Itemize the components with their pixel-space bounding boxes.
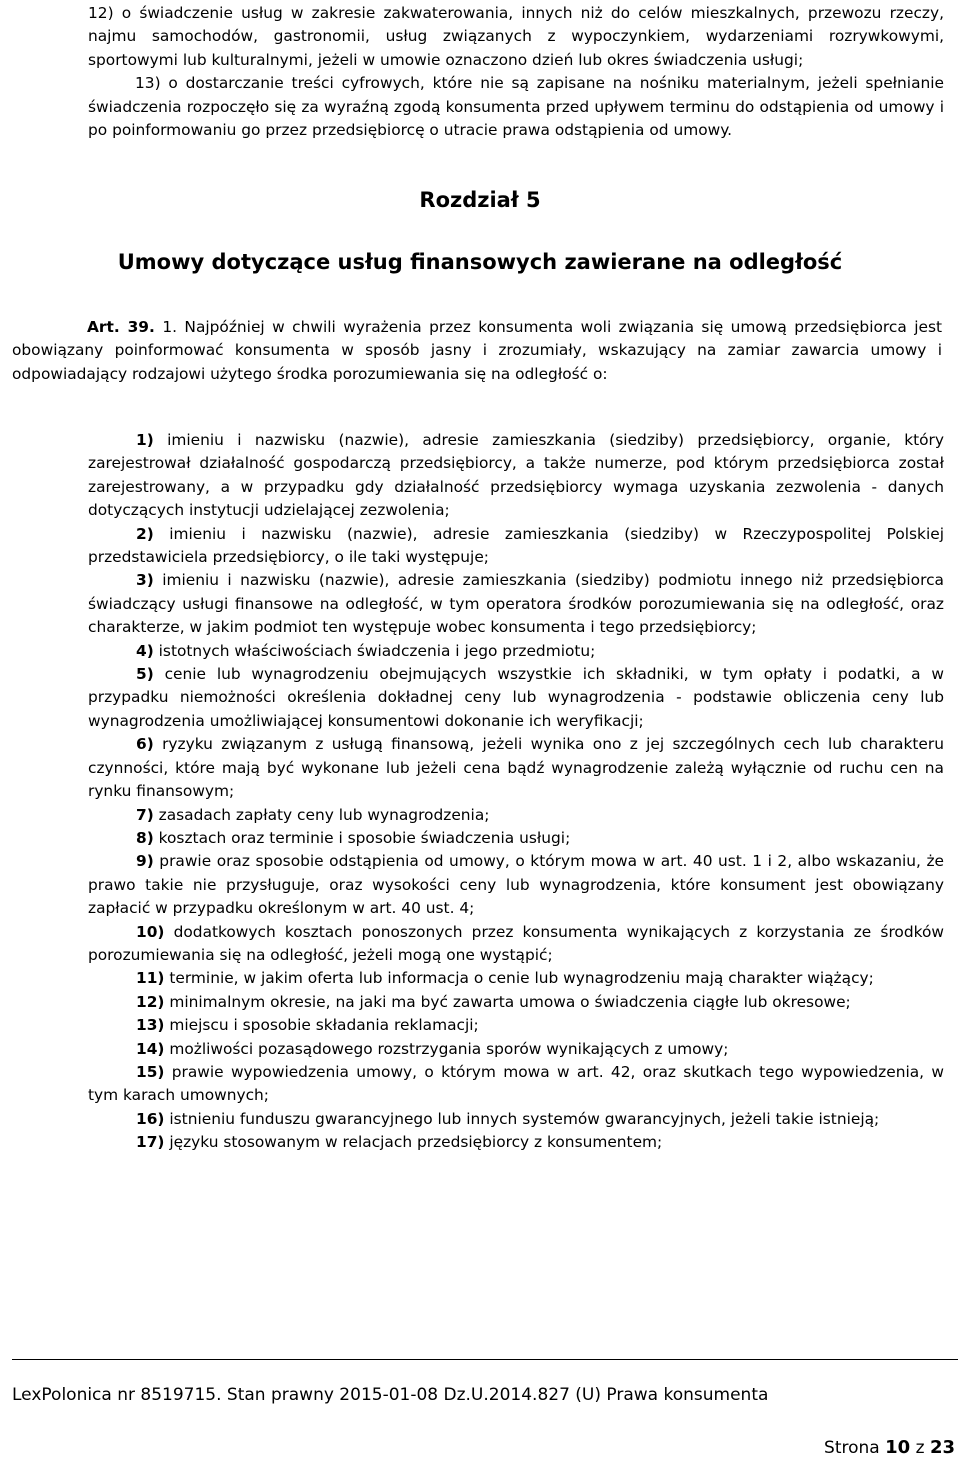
item-number: 4) bbox=[136, 641, 154, 660]
list-item bbox=[88, 804, 944, 827]
item-number: 10) bbox=[136, 922, 165, 941]
item-text: prawie oraz sposobie odstąpienia od umowy, o którym mowa w art. 40 ust. 1 i 2, albo wskazaniu, że prawo takie nie przysługuje, oraz wysokości ceny lub wynagrodzenia, które konsument jest obowiązany zapłacić w przypadku określonym w art. 40 ust. 4; bbox=[88, 852, 944, 918]
item-text: imieniu i nazwisku (nazwie), adresie zamieszkania (siedziby) w Rzeczypospolitej Polskiej przedstawiciela przedsiębiorcy, o ile taki występuje; bbox=[88, 524, 944, 567]
item-number: 13) bbox=[136, 1016, 165, 1035]
list-item bbox=[88, 967, 944, 990]
page-total: 23 bbox=[929, 1437, 955, 1458]
list-item bbox=[88, 991, 944, 1014]
item-number: 11) bbox=[136, 969, 165, 988]
item-number: 1) bbox=[136, 431, 154, 449]
item-number: 2) bbox=[136, 524, 154, 543]
list-item bbox=[88, 1014, 944, 1037]
list-item bbox=[88, 733, 944, 803]
page-current: 10 bbox=[885, 1437, 911, 1458]
list-item bbox=[88, 569, 944, 639]
point-12: 12) o świadczenie usług w zakresie zakwaterowania, innych niż do celów mieszkalnych, przewozu rzeczy, najmu samochodów, gastronomii, usług związanych z wypoczynkiem, wydarzeniami rozrywkowymi, sportowymi lub kulturalnymi, jeżeli w umowie oznaczono dzień lub okres świadczenia usługi; bbox=[88, 4, 944, 69]
item-number: 7) bbox=[136, 805, 154, 824]
article-intro bbox=[12, 316, 942, 386]
list-item bbox=[88, 523, 944, 570]
list-item bbox=[88, 663, 944, 733]
continued-points bbox=[88, 2, 944, 142]
page-prefix: Strona bbox=[824, 1438, 880, 1458]
list-item bbox=[88, 1061, 944, 1108]
item-number: 12) bbox=[136, 992, 165, 1011]
item-number: 15) bbox=[136, 1062, 165, 1081]
point-13: 13) o dostarczanie treści cyfrowych, które nie są zapisane na nośniku materialnym, jeżeli spełnianie świadczenia rozpoczęło się za wyraźną zgodą konsumenta przed upływem terminu do odstąpienia od umowy i po poinformowaniu go przez przedsiębiorcę o utracie prawa odstąpienia od umowy. bbox=[88, 74, 944, 140]
item-text: minimalnym okresie, na jaki ma być zawarta umowa o świadczenia ciągłe lub okresowe; bbox=[169, 992, 851, 1011]
item-number: 8) bbox=[136, 828, 154, 847]
list-item bbox=[88, 1131, 944, 1154]
article-39 bbox=[12, 316, 942, 386]
list-item bbox=[88, 921, 944, 968]
footer-divider bbox=[12, 1359, 958, 1360]
item-text: imieniu i nazwisku (nazwie), adresie zamieszkania (siedziby) przedsiębiorcy, organie, który zarejestrował działalność gospodarczą przedsiębiorcy, a także numerze, pod którym przedsiębiorca został zarejestrowany, a w przypadku gdy działalność przedsiębiorcy wymaga uzyskania zezwolenia - danych dotyczących instytucji udzielającej zezwolenia; bbox=[88, 431, 944, 520]
item-text: terminie, w jakim oferta lub informacja o cenie lub wynagrodzeniu mają charakter wiążący; bbox=[169, 969, 874, 988]
item-number: 16) bbox=[136, 1109, 165, 1128]
item-text: możliwości pozasądowego rozstrzygania sporów wynikających z umowy; bbox=[169, 1039, 729, 1058]
item-text: ryzyku związanym z usługą finansową, jeżeli wynika ono z jej szczególnych cech lub charakteru czynności, które mają być wykonane lub jeżeli cena bądź wynagrodzenie zależą wyłącznie od ruchu cen na rynku finansowym; bbox=[88, 735, 944, 801]
item-number: 3) bbox=[136, 571, 154, 590]
item-text: cenie lub wynagrodzeniu obejmujących wszystkie ich składniki, w tym opłaty i podatki, a w przypadku niemożności określenia dokładnej ceny lub wynagrodzenia - podstawie obliczenia ceny lub wynagrodzenia umożliwiającej konsumentowi dokonanie ich weryfikacji; bbox=[88, 665, 944, 730]
article-items bbox=[88, 429, 944, 1155]
list-item bbox=[88, 1038, 944, 1061]
item-text: prawie wypowiedzenia umowy, o którym mowa w art. 42, oraz skutkach tego wypowiedzenia, w tym karach umownych; bbox=[88, 1062, 944, 1105]
item-number: 9) bbox=[136, 852, 154, 871]
item-number: 5) bbox=[136, 665, 154, 684]
item-text: miejscu i sposobie składania reklamacji; bbox=[169, 1016, 479, 1035]
list-item bbox=[88, 640, 944, 663]
page-separator: z bbox=[915, 1438, 925, 1458]
list-item bbox=[88, 429, 944, 523]
item-number: 17) bbox=[136, 1133, 165, 1152]
chapter-title: Umowy dotyczące usług finansowych zawierane na odległość bbox=[117, 250, 843, 274]
footer-source: LexPolonica nr 8519715. Stan prawny 2015-01-08 Dz.U.2014.827 (U) Prawa konsumenta bbox=[12, 1385, 769, 1405]
item-text: imieniu i nazwisku (nazwie), adresie zamieszkania (siedziby) podmiotu innego niż przedsiębiorca świadczący usługi finansowe na odległość, w tym operatora środków porozumiewania się na odległość, oraz charakterze, w jakim podmiot ten występuje wobec konsumenta i tego przedsiębiorcy; bbox=[88, 571, 944, 637]
list-item bbox=[88, 850, 944, 920]
list-item bbox=[88, 827, 944, 850]
article-label: Art. 39. bbox=[87, 318, 155, 336]
chapter-number: Rozdział 5 bbox=[419, 188, 541, 212]
list-item bbox=[88, 1108, 944, 1131]
item-text: kosztach oraz terminie i sposobie świadczenia usługi; bbox=[158, 828, 571, 847]
item-number: 6) bbox=[136, 735, 154, 754]
page-number bbox=[824, 1436, 955, 1460]
item-text: dodatkowych kosztach ponoszonych przez konsumenta wynikających z korzystania ze środków porozumiewania się na odległość, jeżeli mogą one wystąpić; bbox=[88, 922, 944, 964]
item-text: języku stosowanym w relacjach przedsiębiorcy z konsumentem; bbox=[169, 1133, 663, 1152]
article-text: 1. Najpóźniej w chwili wyrażenia przez konsumenta woli związania się umową przedsiębiorca jest obowiązany poinformować konsumenta w sposób jasny i zrozumiały, wskazujący na zamiar zawarcia umowy i odpowiadający rodzajowi użytego środka porozumiewania się na odległość o: bbox=[12, 318, 942, 383]
item-number: 14) bbox=[136, 1039, 165, 1058]
item-text: zasadach zapłaty ceny lub wynagrodzenia; bbox=[158, 805, 490, 824]
item-text: istnieniu funduszu gwarancyjnego lub innych systemów gwarancyjnych, jeżeli takie istnieją; bbox=[169, 1109, 880, 1128]
item-text: istotnych właściwościach świadczenia i jego przedmiotu; bbox=[158, 641, 596, 660]
